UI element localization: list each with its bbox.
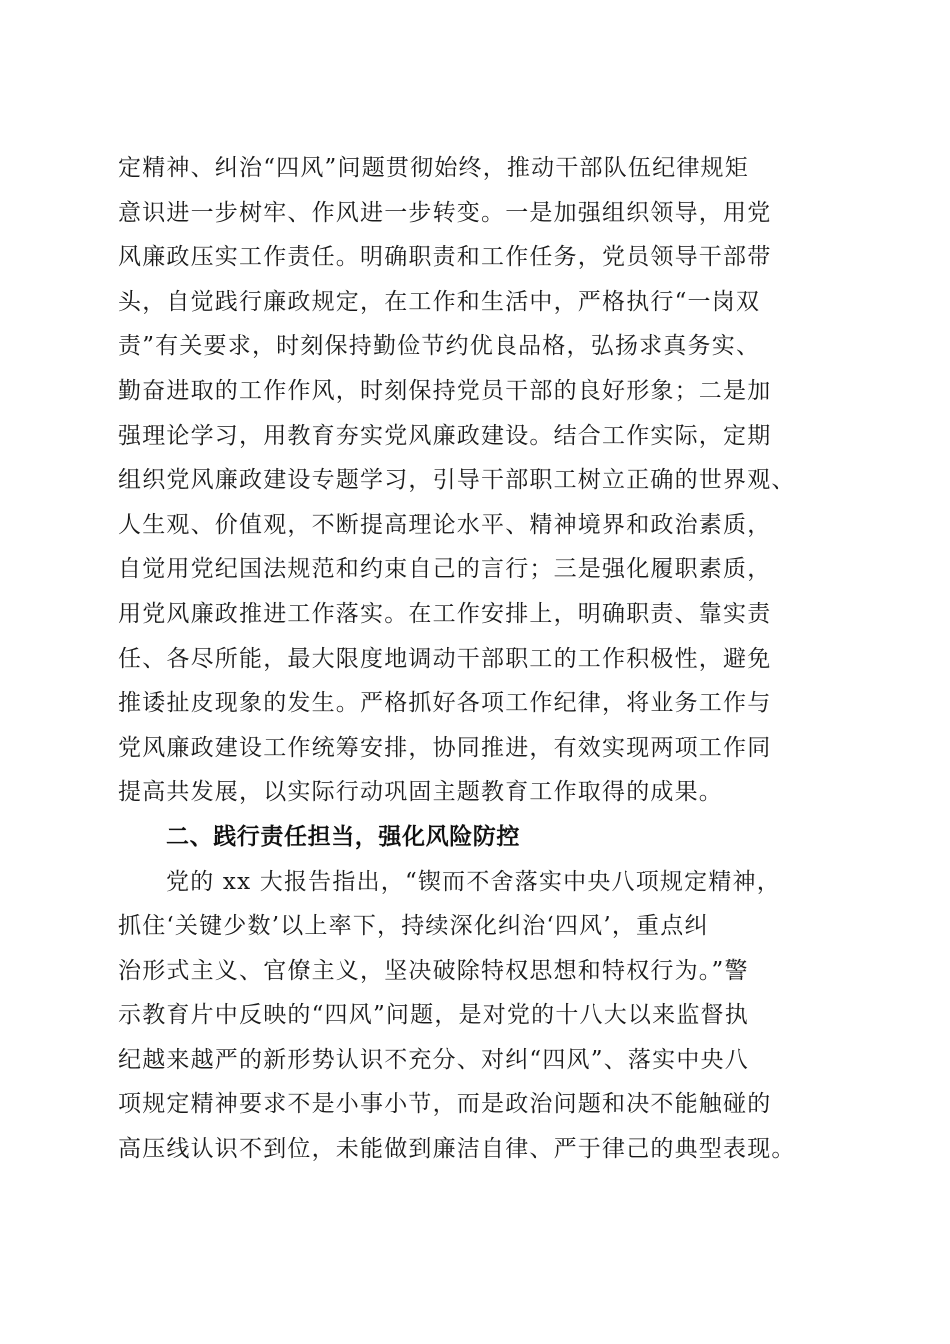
text-line: 治形式主义、官僚主义，坚决破除特权思想和特权行为。”警 xyxy=(118,957,749,984)
text-line: 党风廉政建设工作统筹安排，协同推进，有效实现两项工作同 xyxy=(118,734,772,761)
text-line: 推诿扯皮现象的发生。严格抓好各项工作纪律，将业务工作与 xyxy=(118,690,772,717)
text-line: 头，自觉践行廉政规定，在工作和生活中，严格执行“一岗双 xyxy=(118,288,761,315)
text-line: 高压线认识不到位，未能做到廉洁自律、严于律己的典型表现。 xyxy=(118,1136,796,1163)
section-heading: 二、践行责任担当，强化风险防控 xyxy=(166,823,520,850)
text-line: 用党风廉政推进工作落实。在工作安排上，明确职责、靠实责 xyxy=(118,600,772,627)
text-line: 提高共发展，以实际行动巩固主题教育工作取得的成果。 xyxy=(118,779,723,806)
text-line: 勤奋进取的工作作风，时刻保持党员干部的良好形象；二是加 xyxy=(118,377,772,404)
paragraph-2 xyxy=(118,860,858,1172)
document-page xyxy=(118,146,858,1172)
text-line: 责”有关要求，时刻保持勤俭节约优良品格，弘扬求真务实、 xyxy=(118,333,761,360)
text-line: 意识进一步树牢、作风进一步转变。一是加强组织领导，用党 xyxy=(118,199,772,226)
text-line: 党的 xx 大报告指出，“锲而不舍落实中央八项规定精神， xyxy=(166,868,781,895)
text-line: 自觉用党纪国法规范和约束自己的言行；三是强化履职素质， xyxy=(118,556,772,583)
text-line: 示教育片中反映的“四风”问题，是对党的十八大以来监督执 xyxy=(118,1002,749,1029)
text-line: 定精神、纠治“四风”问题贯彻始终，推动干部队伍纪律规矩 xyxy=(118,155,749,181)
paragraph-1 xyxy=(118,146,858,815)
text-line: 任、各尽所能，最大限度地调动干部职工的工作积极性，避免 xyxy=(118,645,772,672)
text-line: 项规定精神要求不是小事小节，而是政治问题和决不能触碰的 xyxy=(118,1091,772,1118)
text-line: 风廉政压实工作责任。明确职责和工作任务，党员领导干部带 xyxy=(118,244,772,271)
text-line: 纪越来越严的新形势认识不充分、对纠“四风”、落实中央八 xyxy=(118,1046,749,1073)
text-line: 强理论学习，用教育夯实党风廉政建设。结合工作实际，定期 xyxy=(118,422,772,449)
text-line: 人生观、价值观，不断提高理论水平、精神境界和政治素质， xyxy=(118,511,772,538)
text-line: 组织党风廉政建设专题学习，引导干部职工树立正确的世界观、 xyxy=(118,467,796,494)
text-line: 抓住‘关键少数’以上率下，持续深化纠治‘四风’，重点纠 xyxy=(118,913,709,940)
